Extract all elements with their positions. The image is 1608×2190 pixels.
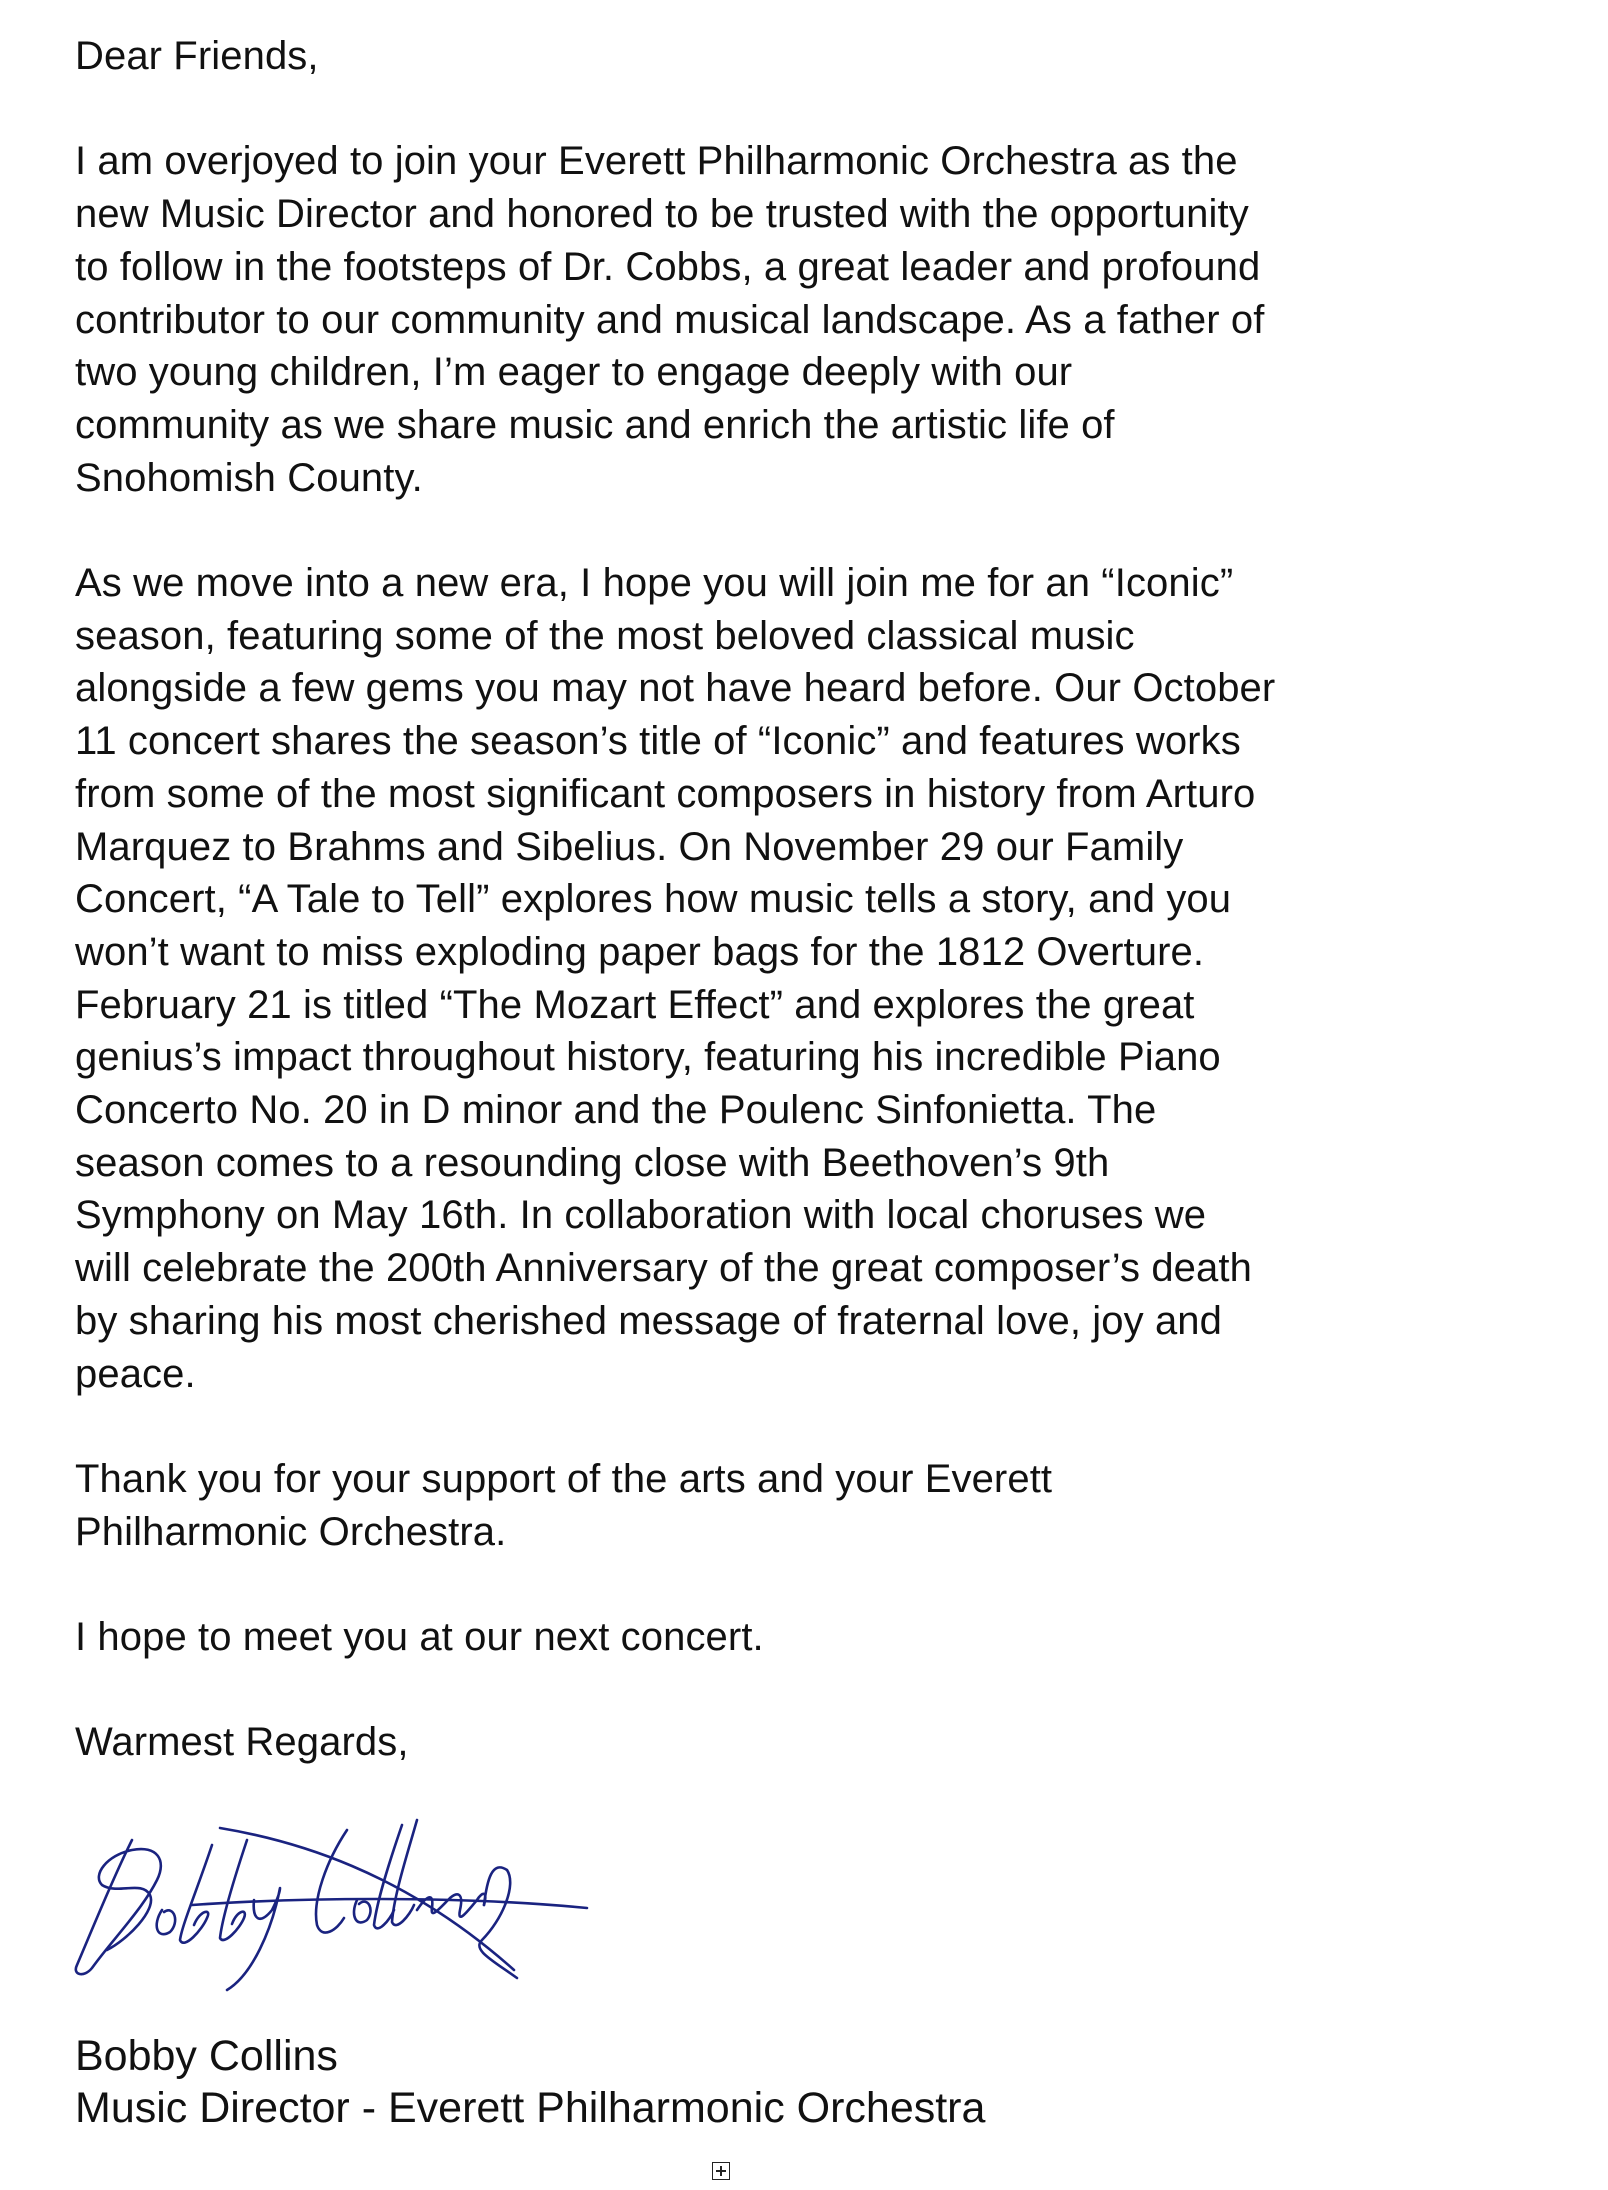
text-line: community as we share music and enrich the artistic life of bbox=[75, 402, 1115, 447]
text-line: season, featuring some of the most beloved classical music bbox=[75, 613, 1135, 658]
text-line: season comes to a resounding close with Beethoven’s 9th bbox=[75, 1140, 1110, 1185]
text-line: February 21 is titled “The Mozart Effect” and explores the great bbox=[75, 982, 1195, 1027]
text-line: new Music Director and honored to be trusted with the opportunity bbox=[75, 192, 1249, 237]
text-line: Concerto No. 20 in D minor and the Poulenc Sinfonietta. The bbox=[75, 1088, 1157, 1133]
text-line: to follow in the footsteps of Dr. Cobbs, a great leader and profound bbox=[75, 244, 1261, 289]
text-line: I am overjoyed to join your Everett Philharmonic Orchestra as the bbox=[75, 139, 1238, 184]
text-line: Symphony on May 16th. In collaboration with local choruses we bbox=[75, 1193, 1207, 1238]
text-line: Concert, “A Tale to Tell” explores how music tells a story, and you bbox=[75, 877, 1232, 922]
text-line: As we move into a new era, I hope you will join me for an “Iconic” bbox=[75, 561, 1234, 605]
handwritten-signature bbox=[72, 1800, 592, 2000]
text-line: alongside a few gems you may not have heard before. Our October bbox=[75, 666, 1276, 711]
paragraph-gap bbox=[75, 504, 1395, 557]
letter-body bbox=[75, 30, 1395, 1769]
text-line: Philharmonic Orchestra. bbox=[75, 1509, 507, 1554]
salutation: Dear Friends, bbox=[75, 34, 319, 78]
signer-name: Bobby Collins bbox=[75, 2032, 338, 2080]
paragraph-season bbox=[75, 557, 1395, 1400]
paragraph-thanks bbox=[75, 1453, 1395, 1558]
text-line: Thank you for your support of the arts and your Everett bbox=[75, 1456, 1053, 1501]
text-line: Marquez to Brahms and Sibelius. On November 29 our Family bbox=[75, 824, 1184, 869]
text-line: Snohomish County. bbox=[75, 455, 423, 500]
paragraph-gap bbox=[75, 83, 1395, 136]
plus-square-icon[interactable] bbox=[712, 2162, 730, 2180]
text-line: from some of the most significant composers in history from Arturo bbox=[75, 771, 1256, 816]
paragraph-gap bbox=[75, 1664, 1395, 1717]
paragraph-meet: I hope to meet you at our next concert. bbox=[75, 1615, 764, 1660]
text-line: won’t want to miss exploding paper bags for the 1812 Overture. bbox=[75, 929, 1205, 974]
paragraph-gap bbox=[75, 1400, 1395, 1453]
text-line: peace. bbox=[75, 1351, 196, 1396]
text-line: by sharing his most cherished message of fraternal love, joy and bbox=[75, 1298, 1222, 1343]
text-line: will celebrate the 200th Anniversary of the great composer’s death bbox=[75, 1246, 1252, 1291]
paragraph-gap bbox=[75, 1558, 1395, 1611]
paragraph-intro bbox=[75, 135, 1395, 504]
closing: Warmest Regards, bbox=[75, 1720, 409, 1765]
text-line: two young children, I’m eager to engage deeply with our bbox=[75, 350, 1073, 395]
text-line: contributor to our community and musical landscape. As a father of bbox=[75, 297, 1265, 342]
text-line: genius’s impact throughout history, featuring his incredible Piano bbox=[75, 1035, 1221, 1080]
signer-title: Music Director - Everett Philharmonic Orchestra bbox=[75, 2084, 986, 2132]
text-line: 11 concert shares the season’s title of “Iconic” and features works bbox=[75, 719, 1241, 764]
